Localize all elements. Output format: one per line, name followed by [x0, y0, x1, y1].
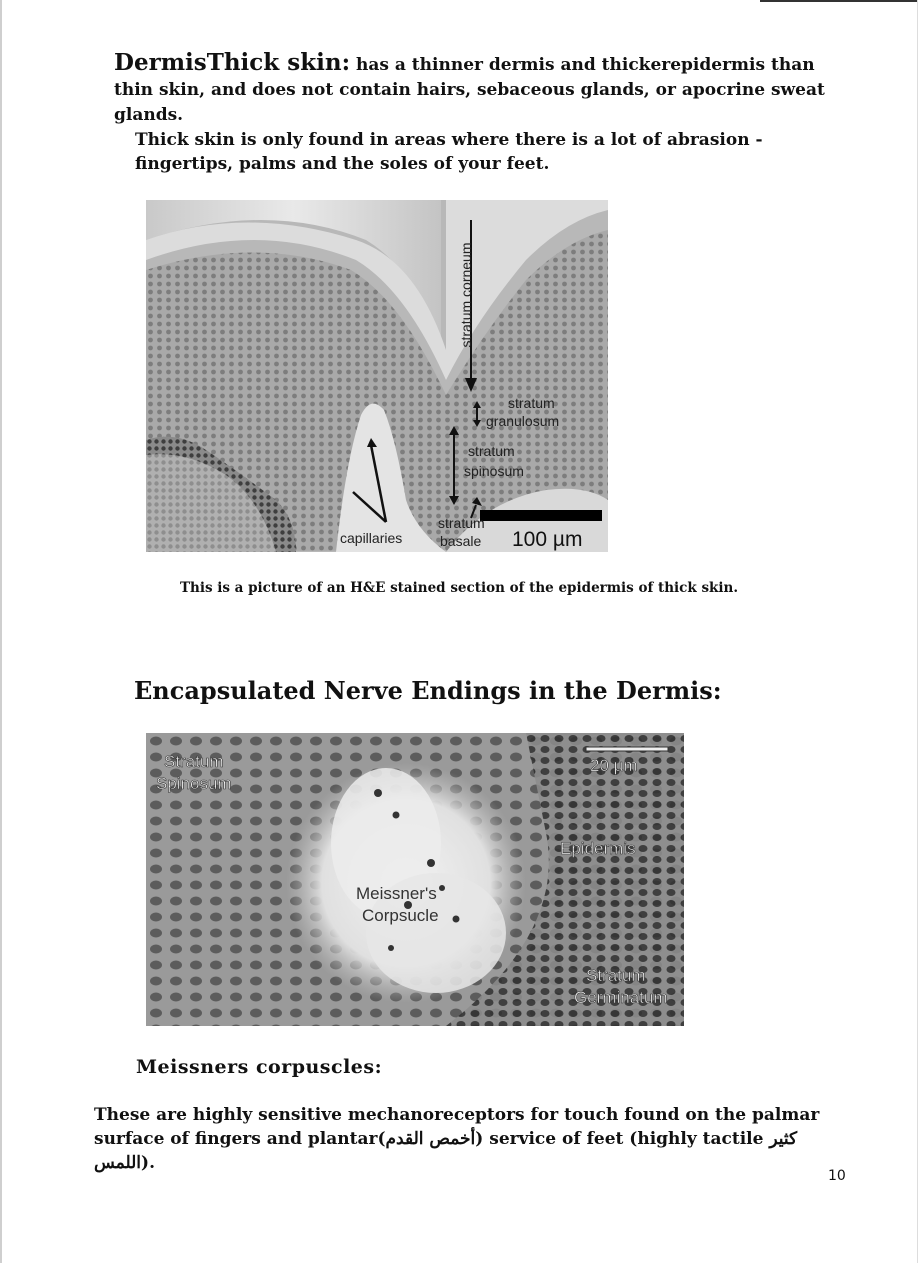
label-meissner-1: Meissner's — [356, 884, 437, 903]
label-stratum-spinosum-1: Stratum — [164, 752, 224, 771]
label-stratum-germinatum-1: Stratum — [586, 966, 646, 985]
scale-bar-label: 100 µm — [512, 528, 583, 551]
label-stratum-germinatum-2: Germinatum — [574, 988, 668, 1007]
thick-skin-text: has a thinner dermis and thickerepidermis than thin skin, and does not contain hairs, sebaceous glands, or apocrine sweat glands. — [114, 55, 825, 125]
label-basale-1: stratum — [438, 515, 485, 531]
label-stratum-corneum: stratum corneum — [458, 242, 474, 348]
thick-skin-paragraph — [114, 50, 834, 128]
nerve-endings-heading: Encapsulated Nerve Endings in the Dermis: — [134, 676, 722, 705]
meissner-heading: Meissners corpuscles: — [136, 1056, 383, 1078]
thick-skin-lead: DermisThick skin: — [114, 49, 351, 76]
top-rule — [760, 0, 918, 2]
scan-edge-left — [0, 0, 2, 1263]
label-epidermis: Epidermis — [560, 839, 636, 858]
scale-bar-label-20um: 20 µm — [590, 756, 638, 775]
label-stratum-spinosum-2: Spinosum — [156, 774, 232, 793]
label-spinosum-2: spinosum — [464, 463, 524, 479]
meissner-micrograph — [146, 733, 684, 1026]
epidermis-micrograph — [146, 200, 608, 552]
figure1-caption: This is a picture of an H&E stained section of the epidermis of thick skin. — [179, 580, 739, 596]
label-granulosum-1: stratum — [508, 395, 555, 411]
label-granulosum-2: granulosum — [486, 413, 560, 429]
label-basale-2: basale — [440, 533, 482, 549]
meissner-paragraph: These are highly sensitive mechanoreceptors for touch found on the palmar surface of fingers and plantar(أخمص القدم) service of feet (highly tactile كثير اللمس). — [94, 1105, 820, 1173]
label-meissner-2: Corpsucle — [362, 906, 439, 925]
label-capillaries: capillaries — [340, 530, 403, 546]
page-number: 10 — [828, 1168, 846, 1184]
thick-skin-location-paragraph: Thick skin is only found in areas where there is a lot of abrasion - fingertips, palms and the soles of your feet. — [135, 130, 763, 174]
label-spinosum-1: stratum — [468, 443, 515, 459]
